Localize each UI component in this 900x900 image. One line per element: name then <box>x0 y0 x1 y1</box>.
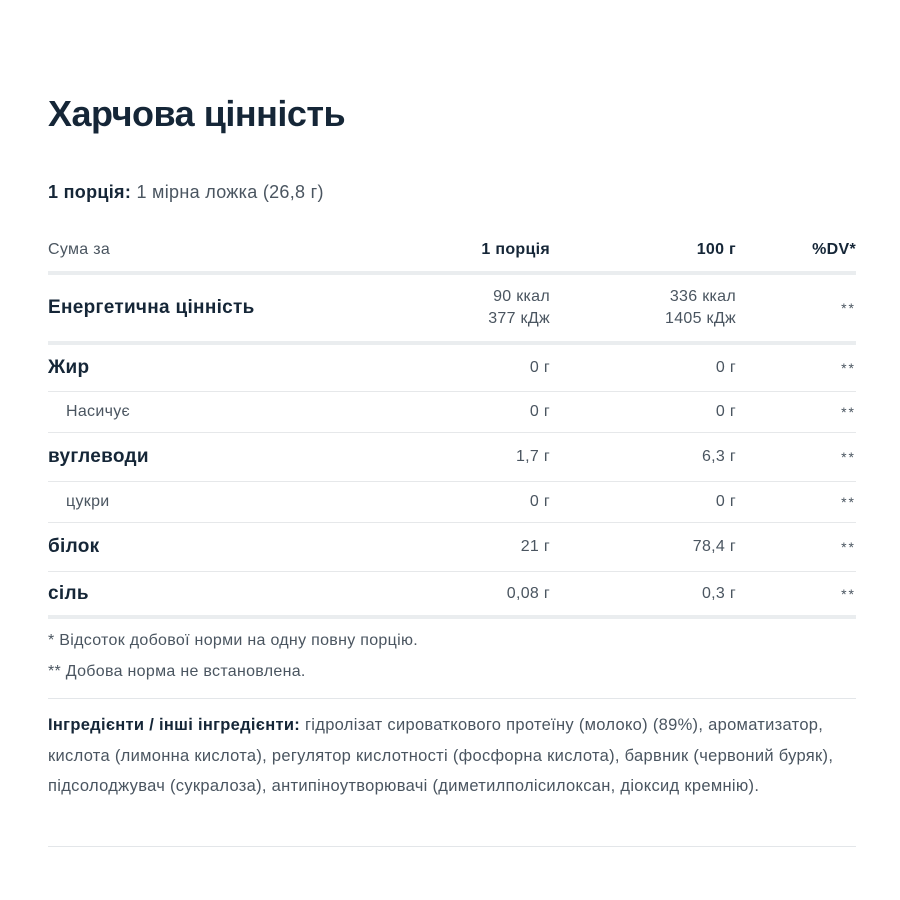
energy-100g-kj: 1405 кДж <box>665 310 736 327</box>
serving-size-value: 1 мірна ложка (26,8 г) <box>131 182 324 202</box>
nutrition-table <box>48 228 856 619</box>
table-row-saturated <box>48 392 856 433</box>
nutrient-per-100g: 0 г <box>715 403 736 420</box>
table-header-row <box>48 228 856 275</box>
nutrient-daily-value: ** <box>841 539 856 555</box>
page-title: Харчова цінність <box>48 93 346 134</box>
nutrient-per-serving: 0 г <box>529 359 550 376</box>
nutrient-name: цукри <box>66 493 110 510</box>
nutrient-name: білок <box>48 536 100 557</box>
nutrient-per-serving: 0,08 г <box>506 584 550 602</box>
serving-size-label: 1 порція: <box>48 182 132 202</box>
nutrient-daily-value: ** <box>841 404 856 420</box>
nutrient-name: Насичує <box>66 403 130 420</box>
ingredients-list: гідролізат сироваткового протеїну (молоко) (89%), ароматизатор, кислота (лимонна кислота), регулятор кислотності (фосфорна кислота), барвник (червоний буряк), підсолоджувач (сукралоза), антипіноутворювачі (диметилполісилоксан, діоксид кремнію). <box>48 716 834 795</box>
header-per-100g: 100 г <box>696 240 736 258</box>
nutrient-name: Енергетична цінність <box>48 297 255 318</box>
header-amount-per: Сума за <box>48 240 111 258</box>
header-daily-value: %DV* <box>812 240 856 258</box>
serving-size <box>48 180 324 204</box>
energy-100g-kcal: 336 ккал <box>669 288 736 305</box>
divider <box>48 698 856 699</box>
energy-per-serving <box>488 275 550 341</box>
divider <box>48 846 856 847</box>
nutrient-per-serving: 1,7 г <box>515 448 550 465</box>
nutrient-name: Жир <box>48 357 90 378</box>
ingredients-label: Інгредієнти / інші інгредієнти: <box>48 716 301 734</box>
energy-per-100g <box>665 275 736 341</box>
ingredients-text <box>48 710 856 802</box>
nutrient-per-serving: 0 г <box>529 403 550 420</box>
nutrient-daily-value: ** <box>841 494 856 510</box>
table-row-fat <box>48 345 856 392</box>
table-row-salt <box>48 572 856 619</box>
nutrient-name: вуглеводи <box>48 446 149 467</box>
nutrient-per-100g: 0 г <box>715 359 736 376</box>
nutrient-daily-value: ** <box>841 585 856 602</box>
table-row-energy <box>48 275 856 345</box>
energy-serving-kj: 377 кДж <box>488 310 550 327</box>
nutrient-daily-value: ** <box>841 360 856 376</box>
nutrient-daily-value: ** <box>841 449 856 465</box>
header-per-serving: 1 порція <box>481 240 550 258</box>
energy-serving-kcal: 90 ккал <box>493 288 550 305</box>
nutrient-per-100g: 0,3 г <box>701 584 736 602</box>
table-row-protein <box>48 523 856 572</box>
table-row-sugars <box>48 482 856 523</box>
footnote-daily-value: * Відсоток добової норми на одну повну порцію. <box>48 632 418 649</box>
nutrient-per-100g: 78,4 г <box>692 538 736 555</box>
nutrient-per-serving: 0 г <box>529 493 550 510</box>
footnote-not-established: ** Добова норма не встановлена. <box>48 663 306 680</box>
energy-daily-value: ** <box>841 300 856 316</box>
nutrient-per-100g: 0 г <box>715 493 736 510</box>
table-row-carbohydrates <box>48 433 856 482</box>
nutrient-per-serving: 21 г <box>520 538 550 555</box>
nutrient-name: сіль <box>48 582 89 604</box>
nutrient-per-100g: 6,3 г <box>701 448 736 465</box>
